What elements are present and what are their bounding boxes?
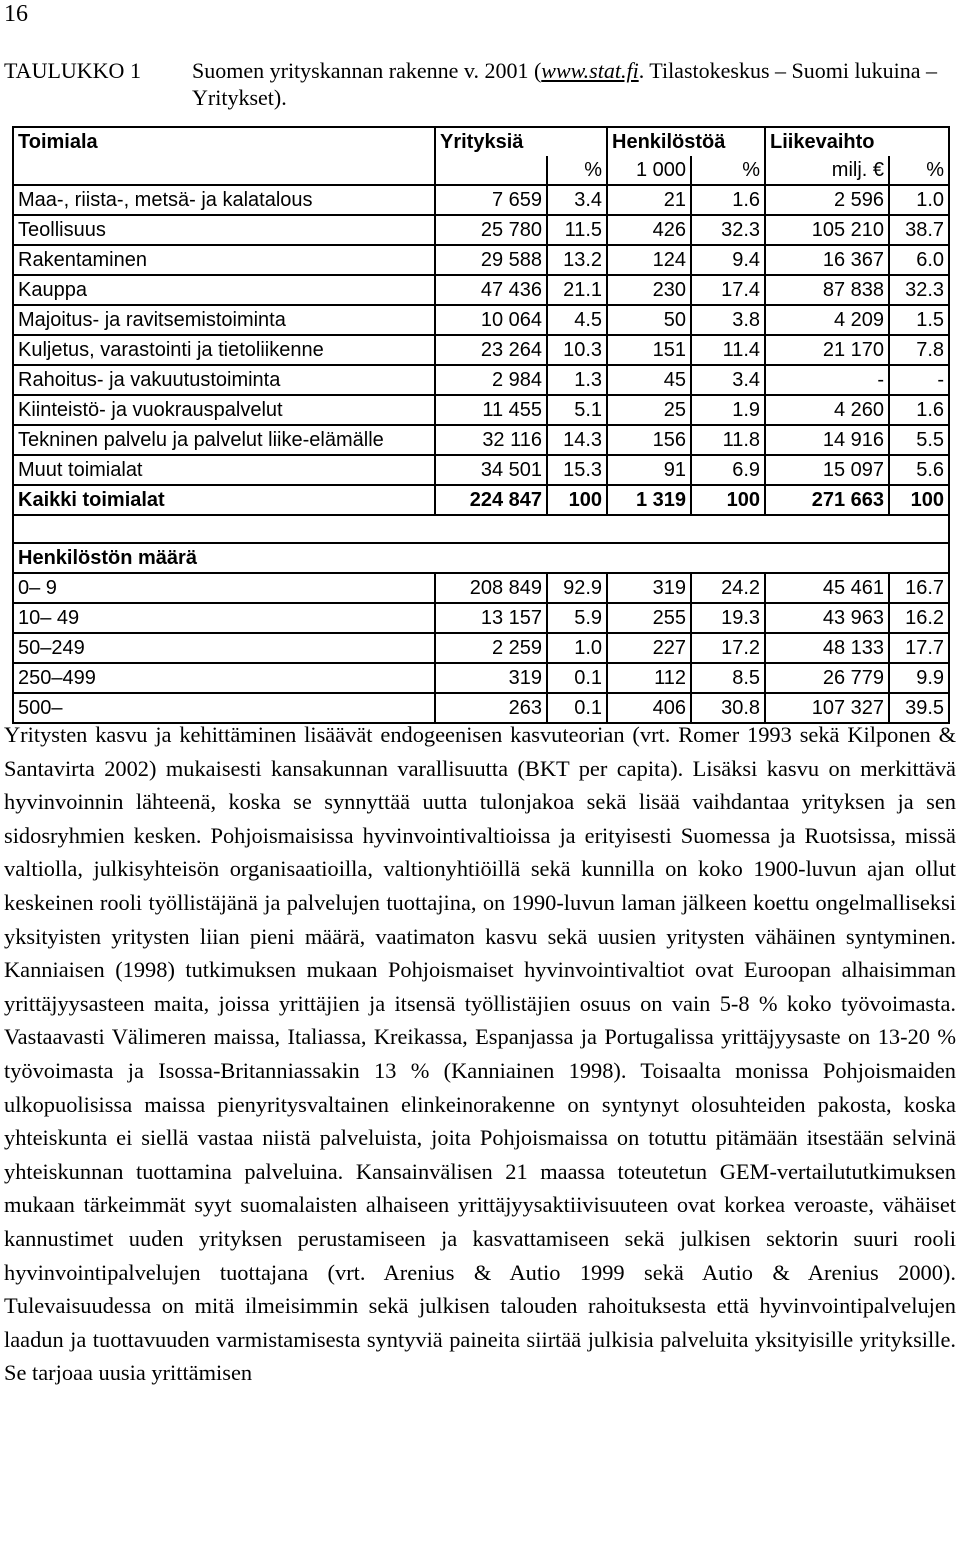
cell-turnover: 26 779: [765, 663, 889, 693]
subheader-staff-pct: %: [691, 156, 765, 185]
cell-firms: 10 064: [435, 305, 547, 335]
cell-turnover: 48 133: [765, 633, 889, 663]
cell-staff: 319: [607, 573, 691, 603]
cell-turnover: 43 963: [765, 603, 889, 633]
cell-name: Teollisuus: [13, 215, 435, 245]
cell-name: Majoitus- ja ravitsemistoiminta: [13, 305, 435, 335]
cell-staff: 227: [607, 633, 691, 663]
cell-firms: 263: [435, 693, 547, 723]
table-row-size: [13, 603, 949, 633]
header-row: [13, 127, 949, 156]
subheader-row: [13, 156, 949, 185]
cell-firms: 2 984: [435, 365, 547, 395]
cell-turnover-pct: 1.0: [889, 185, 949, 215]
cell-turnover: 4 209: [765, 305, 889, 335]
header-toimiala: Toimiala: [13, 127, 435, 156]
cell-staff: 21: [607, 185, 691, 215]
cell-firms: 224 847: [435, 485, 547, 515]
cell-firms-pct: 21.1: [547, 275, 607, 305]
cell-turnover-pct: 38.7: [889, 215, 949, 245]
table-row: [13, 245, 949, 275]
cell-firms-pct: 1.0: [547, 633, 607, 663]
cell-firms-pct: 4.5: [547, 305, 607, 335]
cell-firms-pct: 14.3: [547, 425, 607, 455]
cell-firms-pct: 3.4: [547, 185, 607, 215]
cell-firms: 25 780: [435, 215, 547, 245]
size-heading: Henkilöstön määrä: [13, 543, 949, 573]
cell-name: 500–: [13, 693, 435, 723]
cell-turnover-pct: 6.0: [889, 245, 949, 275]
header-liikevaihto: Liikevaihto: [765, 127, 949, 156]
cell-name: 0– 9: [13, 573, 435, 603]
cell-name: Maa-, riista-, metsä- ja kalatalous: [13, 185, 435, 215]
cell-turnover: 45 461: [765, 573, 889, 603]
stat-fi-link[interactable]: www.stat.fi: [541, 58, 639, 83]
cell-turnover: 107 327: [765, 693, 889, 723]
cell-staff-pct: 17.4: [691, 275, 765, 305]
cell-name: Tekninen palvelu ja palvelut liike-elämälle: [13, 425, 435, 455]
cell-staff-pct: 9.4: [691, 245, 765, 275]
cell-staff-pct: 100: [691, 485, 765, 515]
cell-turnover-pct: 5.6: [889, 455, 949, 485]
cell-turnover-pct: 100: [889, 485, 949, 515]
cell-staff-pct: 6.9: [691, 455, 765, 485]
table-row: [13, 335, 949, 365]
cell-name: Rahoitus- ja vakuutustoiminta: [13, 365, 435, 395]
table-row-size: [13, 633, 949, 663]
cell-staff: 426: [607, 215, 691, 245]
cell-turnover: 16 367: [765, 245, 889, 275]
cell-staff-pct: 30.8: [691, 693, 765, 723]
cell-turnover: 15 097: [765, 455, 889, 485]
cell-turnover-pct: 16.7: [889, 573, 949, 603]
cell-firms-pct: 11.5: [547, 215, 607, 245]
cell-staff-pct: 1.9: [691, 395, 765, 425]
cell-firms: 11 455: [435, 395, 547, 425]
caption-label: TAULUKKO 1: [4, 58, 141, 83]
table-spacer-cell: [13, 515, 949, 543]
cell-name: Kuljetus, varastointi ja tietoliikenne: [13, 335, 435, 365]
cell-turnover: 21 170: [765, 335, 889, 365]
subheader-empty: [13, 156, 435, 185]
header-henkilostoa: Henkilöstöä: [607, 127, 765, 156]
cell-staff: 25: [607, 395, 691, 425]
subheader-firms-pct: %: [547, 156, 607, 185]
table-row-size: [13, 663, 949, 693]
cell-firms-pct: 1.3: [547, 365, 607, 395]
cell-staff: 45: [607, 365, 691, 395]
cell-firms-pct: 0.1: [547, 693, 607, 723]
subheader-staff: 1 000: [607, 156, 691, 185]
cell-staff: 1 319: [607, 485, 691, 515]
cell-turnover-pct: 9.9: [889, 663, 949, 693]
cell-firms: 319: [435, 663, 547, 693]
cell-turnover: 2 596: [765, 185, 889, 215]
cell-staff-pct: 3.8: [691, 305, 765, 335]
cell-turnover: 271 663: [765, 485, 889, 515]
table-row-total: [13, 485, 949, 515]
cell-firms-pct: 13.2: [547, 245, 607, 275]
subheader-turnover: milj. €: [765, 156, 889, 185]
cell-firms-pct: 0.1: [547, 663, 607, 693]
cell-name: Kauppa: [13, 275, 435, 305]
cell-turnover-pct: 1.6: [889, 395, 949, 425]
cell-name: Kaikki toimialat: [13, 485, 435, 515]
cell-firms: 208 849: [435, 573, 547, 603]
cell-staff: 91: [607, 455, 691, 485]
cell-turnover-pct: 17.7: [889, 633, 949, 663]
cell-turnover-pct: -: [889, 365, 949, 395]
cell-firms: 2 259: [435, 633, 547, 663]
caption-text: [192, 57, 942, 111]
table-row: [13, 185, 949, 215]
page-number: 16: [4, 1, 28, 27]
table-row-size: [13, 573, 949, 603]
table-row: [13, 275, 949, 305]
cell-staff-pct: 24.2: [691, 573, 765, 603]
cell-turnover-pct: 1.5: [889, 305, 949, 335]
enterprise-structure-table: [12, 126, 950, 724]
table-row: [13, 425, 949, 455]
cell-name: 50–249: [13, 633, 435, 663]
cell-firms: 13 157: [435, 603, 547, 633]
cell-staff: 406: [607, 693, 691, 723]
cell-staff: 50: [607, 305, 691, 335]
cell-firms: 32 116: [435, 425, 547, 455]
cell-name: 250–499: [13, 663, 435, 693]
cell-staff: 112: [607, 663, 691, 693]
body-paragraph: Yritysten kasvu ja kehittäminen lisäävät endogeenisen kasvuteorian (vrt. Romer 1993 sekä Kilponen & Santavirta 2002) mukaisesti kansakunnan varallisuutta (BKT per capita). Lisäksi kasvu on merkittävä hyvinvoinnin lähteenä, koska se synnyttää uutta tulonjakoa sekä lisää vaihdantaa yrityksen ja sen sidosryhmien kesken. Pohjoismaisissa hyvinvointivaltioissa ja erityisesti Suomessa ja Ruotsissa, missä valtiolla, julkisyhteisön organisaatioilla, valtionyhtiöillä sekä kunnilla on koko 1900-luvun ajan ollut keskeinen rooli työllistäjänä ja palvelujen tuottajina, on 1990-luvun laman jälkeen koettu ongelmalliseksi yksityisten yritysten liian pieni määrä, vaatimaton kasvu sekä uusien yritysten vähäinen syntyminen. Kanniaisen (1998) tutkimuksen mukaan Pohjoismaiset hyvinvointivaltiot ovat Euroopan alhaisimman yrittäjyysasteen maita, joissa yrittäjien ja itsensä työllistäjien osuus on vain 5-8 % koko työvoimasta. Vastaavasti Välimeren maissa, Italiassa, Kreikassa, Espanjassa ja Portugalissa yrittäjyysaste on 13-20 % työvoimasta ja Isossa-Britanniassakin 13 % (Kanniainen 1998). Toisaalta monissa Pohjoismaiden ulkopuolisissa maissa pienyritysvaltainen elinkeinorakenne on syntynyt olosuhteiden pakosta, koska yhteiskunta ei siellä vastaa niistä palveluista, joita Pohjoismaissa on totuttu pitämään itsestään selvinä yhteiskunnan tuottamina palveluina. Kansainvälisen 21 maassa toteutetun GEM-vertailututkimuksen mukaan tärkeimmät syyt suomalaisten alhaiseen yrittäjyysaktiivisuuteen ovat korkea veroaste, vähäiset kannustimet uuden yrityksen perustamiseen ja kasvattamiseen sekä julkisen sektorin suuri rooli hyvinvointipalvelujen tuottajana (vrt. Arenius & Autio 1999 sekä Autio & Arenius 2000). Tulevaisuudessa on mitä ilmeisimmin sekä julkisen talouden rahoituksesta että hyvinvointipalvelujen laadun ja tuottavuuden varmistamisesta syntyviä paineita siirtää julkisia palveluita yksityisille yrityksille. Se tarjoaa uusia yrittämisen: [4, 722, 956, 1386]
cell-turnover: 105 210: [765, 215, 889, 245]
cell-turnover: 4 260: [765, 395, 889, 425]
caption-text-after-link: . Tilastokeskus – Suomi lukuina – Yritykset).: [192, 58, 937, 110]
cell-firms-pct: 100: [547, 485, 607, 515]
cell-firms-pct: 10.3: [547, 335, 607, 365]
cell-firms-pct: 92.9: [547, 573, 607, 603]
cell-firms-pct: 5.1: [547, 395, 607, 425]
cell-turnover: 14 916: [765, 425, 889, 455]
cell-staff-pct: 1.6: [691, 185, 765, 215]
cell-staff-pct: 32.3: [691, 215, 765, 245]
cell-staff-pct: 17.2: [691, 633, 765, 663]
cell-staff: 255: [607, 603, 691, 633]
caption-text-before-link: Suomen yrityskannan rakenne v. 2001 (: [192, 58, 542, 83]
table-row: [13, 305, 949, 335]
cell-firms-pct: 15.3: [547, 455, 607, 485]
cell-staff-pct: 11.4: [691, 335, 765, 365]
cell-name: Muut toimialat: [13, 455, 435, 485]
cell-firms: 34 501: [435, 455, 547, 485]
cell-staff: 124: [607, 245, 691, 275]
cell-name: 10– 49: [13, 603, 435, 633]
subheader-turnover-pct: %: [889, 156, 949, 185]
table-body: [13, 127, 949, 723]
subheader-empty-firms: [435, 156, 547, 185]
table-spacer: [13, 515, 949, 543]
cell-turnover-pct: 32.3: [889, 275, 949, 305]
cell-name: Rakentaminen: [13, 245, 435, 275]
cell-turnover: -: [765, 365, 889, 395]
cell-turnover-pct: 7.8: [889, 335, 949, 365]
cell-staff: 230: [607, 275, 691, 305]
cell-turnover-pct: 5.5: [889, 425, 949, 455]
cell-staff-pct: 19.3: [691, 603, 765, 633]
table-row: [13, 215, 949, 245]
cell-turnover-pct: 39.5: [889, 693, 949, 723]
cell-firms: 29 588: [435, 245, 547, 275]
cell-staff: 156: [607, 425, 691, 455]
size-heading-row: [13, 543, 949, 573]
table-row: [13, 455, 949, 485]
cell-turnover: 87 838: [765, 275, 889, 305]
cell-staff-pct: 3.4: [691, 365, 765, 395]
cell-turnover-pct: 16.2: [889, 603, 949, 633]
cell-staff-pct: 11.8: [691, 425, 765, 455]
header-yrityksia: Yrityksiä: [435, 127, 607, 156]
cell-name: Kiinteistö- ja vuokrauspalvelut: [13, 395, 435, 425]
cell-firms: 23 264: [435, 335, 547, 365]
cell-firms: 7 659: [435, 185, 547, 215]
table-row: [13, 395, 949, 425]
cell-firms: 47 436: [435, 275, 547, 305]
cell-staff: 151: [607, 335, 691, 365]
cell-staff-pct: 8.5: [691, 663, 765, 693]
table-row: [13, 365, 949, 395]
cell-firms-pct: 5.9: [547, 603, 607, 633]
